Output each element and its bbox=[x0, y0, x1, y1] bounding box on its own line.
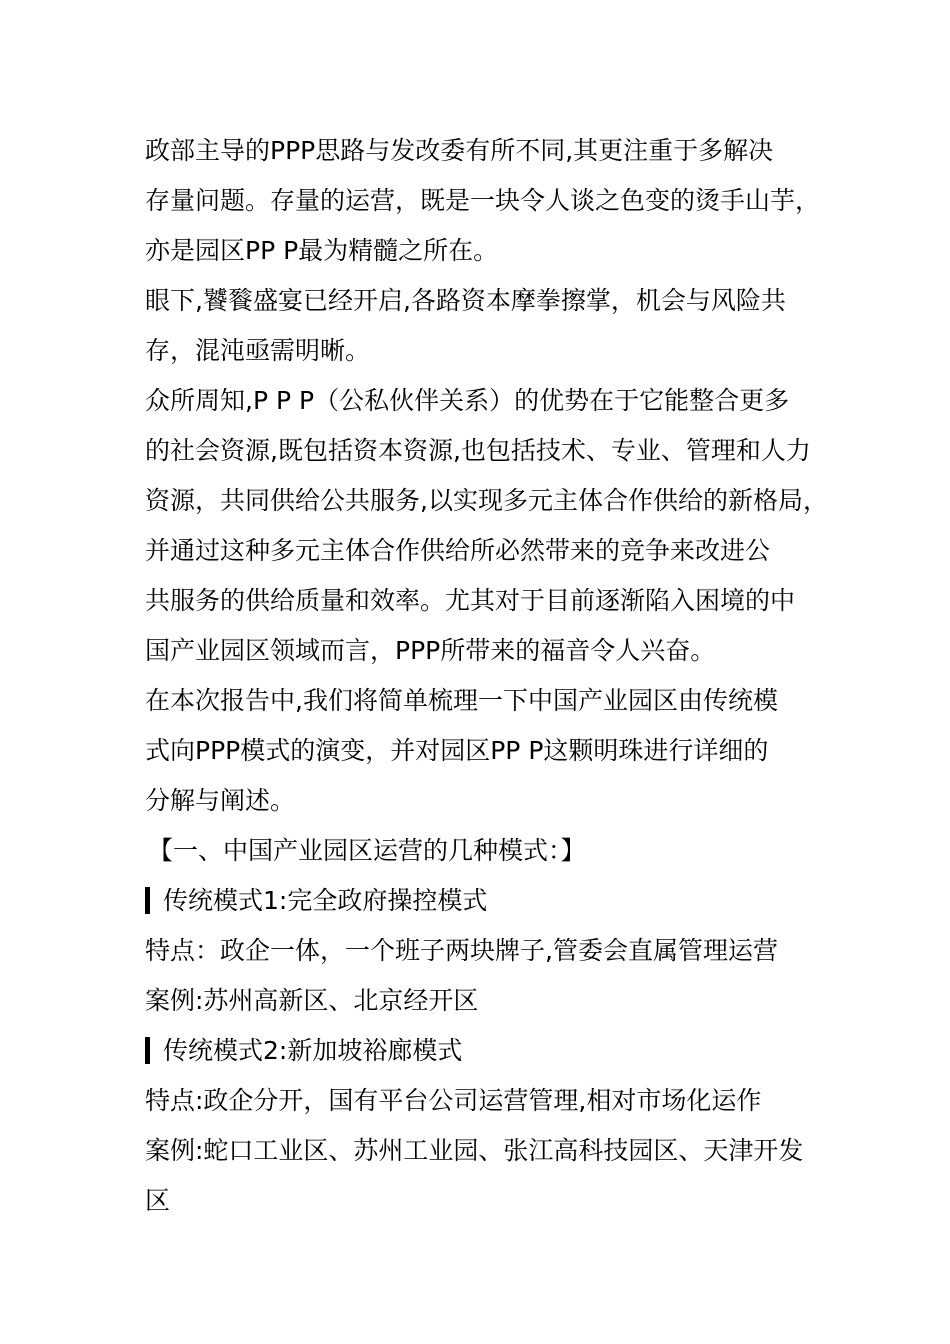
paragraph-4-line-3: 分解与阐述。 bbox=[145, 786, 296, 815]
model-2-case-continued: 区 bbox=[145, 1186, 171, 1215]
model-2-heading bbox=[145, 1033, 462, 1069]
paragraph-3-line-4: 并通过这种多元主体合作供给所必然带来的竞争来改进公 bbox=[145, 536, 771, 565]
section-heading: 【一、中国产业园区运营的几种模式：】 bbox=[148, 836, 586, 865]
paragraph-3-line-5: 共服务的供给质量和效率。尤其对于目前逐渐陷入困境的中 bbox=[145, 586, 796, 615]
paragraph-1-line-2: 存量问题。存量的运营，既是一块令人谈之色变的烫手山芋， bbox=[145, 186, 821, 215]
heading-bar-icon bbox=[145, 887, 150, 914]
paragraph-4-line-1: 在本次报告中,我们将简单梳理一下中国产业园区由传统模 bbox=[145, 686, 778, 715]
model-2-case: 案例:蛇口工业区、苏州工业园、张江高科技园区、天津开发 bbox=[145, 1136, 804, 1165]
paragraph-2-line-2: 存，混沌亟需明晰。 bbox=[145, 336, 371, 365]
model-1-case: 案例:苏州高新区、北京经开区 bbox=[145, 986, 479, 1015]
model-2-title: 传统模式2:新加坡裕廊模式 bbox=[163, 1036, 463, 1065]
model-1-title: 传统模式1:完全政府操控模式 bbox=[163, 886, 488, 915]
model-1-heading bbox=[145, 883, 487, 919]
paragraph-4-line-2: 式向PPP模式的演变，并对园区PP P这颗明珠进行详细的 bbox=[145, 736, 769, 765]
model-1-feature: 特点：政企一体，一个班子两块牌子,管委会直属管理运营 bbox=[145, 936, 778, 965]
paragraph-2-line-1: 眼下,饕餮盛宴已经开启,各路资本摩拳擦掌，机会与风险共 bbox=[145, 286, 786, 315]
paragraph-3-line-2: 的社会资源,既包括资本资源,也包括技术、专业、管理和人力 bbox=[145, 436, 811, 465]
paragraph-3-line-6: 国产业园区领域而言，PPP所带来的福音令人兴奋。 bbox=[145, 636, 716, 665]
paragraph-3-line-3: 资源，共同供给公共服务,以实现多元主体合作供给的新格局， bbox=[145, 486, 828, 515]
heading-bar-icon bbox=[145, 1037, 150, 1064]
model-2-feature: 特点:政企分开，国有平台公司运营管理,相对市场化运作 bbox=[145, 1086, 762, 1115]
paragraph-1-line-3: 亦是园区PP P最为精髓之所在。 bbox=[145, 236, 499, 265]
paragraph-3-line-1: 众所周知,P P P（公私伙伴关系）的优势在于它能整合更多 bbox=[145, 386, 790, 415]
paragraph-1-line-1: 政部主导的PPP思路与发改委有所不同,其更注重于多解决 bbox=[145, 136, 774, 165]
